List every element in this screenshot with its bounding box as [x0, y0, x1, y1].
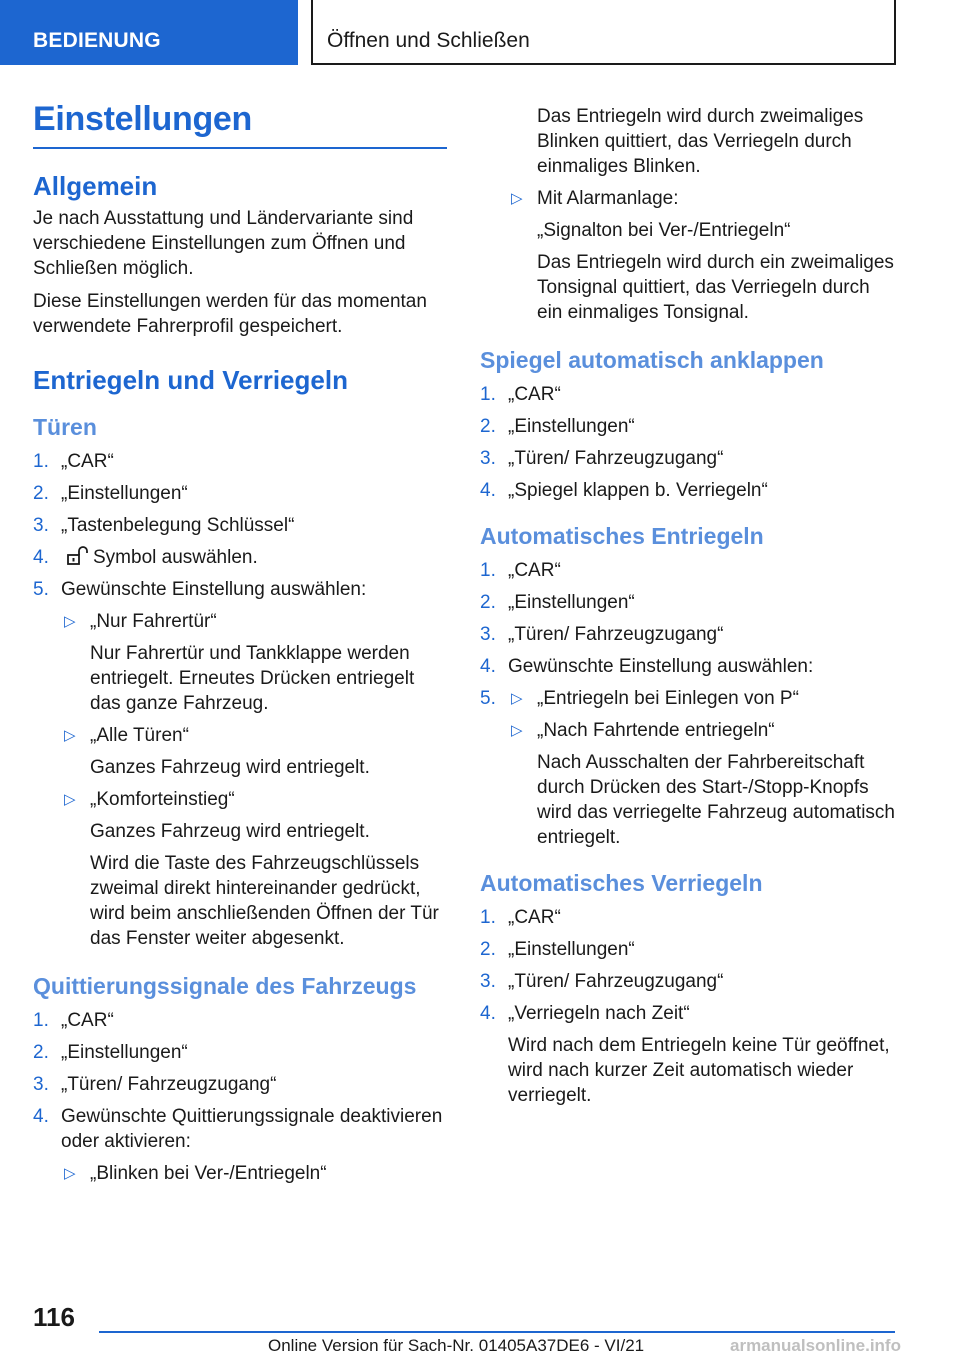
footer-text: Online Version für Sach-Nr. 01405A37DE6 - VI/21 [268, 1336, 645, 1355]
list-item [480, 1001, 900, 1026]
heading-auto-verriegeln: Automatisches Verriegeln [480, 870, 763, 896]
step-number: 3. [33, 515, 49, 536]
list-item [480, 558, 900, 583]
step-number: 4. [480, 480, 496, 501]
heading-spiegel: Spiegel automatisch anklappen [480, 347, 824, 373]
page-number: 116 [33, 1302, 75, 1332]
option-item [480, 718, 900, 743]
list-item [33, 481, 447, 506]
option-label: „Alle Türen“ [90, 725, 189, 746]
triangle-bullet-icon: ▷ [511, 190, 523, 207]
list-item [33, 577, 447, 602]
step-number: 4. [33, 1106, 49, 1127]
steps-auto-entriegeln [480, 558, 900, 711]
option-description: Ganzes Fahrzeug wird entriegelt. [90, 821, 370, 842]
list-item [480, 478, 900, 503]
step-number: 4. [480, 656, 496, 677]
step-text: „Türen/ Fahrzeugzugang“ [508, 971, 724, 992]
heading-allgemein: Allgemein [33, 171, 158, 201]
list-item [33, 1008, 447, 1033]
step-text: „Spiegel klappen b. Verriegeln“ [508, 480, 768, 501]
footer-divider [99, 1331, 895, 1333]
step-text: „Einstellungen“ [508, 416, 635, 437]
option-description: Das Entriegeln wird durch zweimaliges Blinken quittiert, das Verriegeln durch einmaliges Blinken. [537, 106, 864, 177]
step-text: „Türen/ Fahrzeugzugang“ [508, 624, 724, 645]
step-text: „Türen/ Fahrzeugzugang“ [61, 1074, 277, 1095]
option-label: „Blinken bei Ver-/Entriegeln“ [90, 1163, 327, 1184]
step-text: „CAR“ [61, 451, 114, 472]
steps-quittierung [33, 1008, 447, 1154]
paragraph: Je nach Ausstattung und Ländervariante sind verschiedene Einstellungen zum Öffnen und Schließen möglich. [33, 208, 414, 279]
step-text: Gewünschte Einstellung auswählen: [61, 579, 367, 600]
option-description: Das Entriegeln wird durch ein zweimaliges Tonsignal quittiert, das Verriegeln durch ein einmaliges Tonsignal. [537, 252, 894, 323]
step-text: „Tastenbelegung Schlüssel“ [61, 515, 295, 536]
step-number: 1. [480, 907, 496, 928]
option-label: „Nur Fahrertür“ [90, 611, 217, 632]
step-number: 2. [33, 483, 49, 504]
step-text: „CAR“ [508, 560, 561, 581]
step-number: 3. [33, 1074, 49, 1095]
left-column [33, 100, 447, 1193]
step-text: „CAR“ [61, 1010, 114, 1031]
option-item [33, 1161, 447, 1186]
option-description: Ganzes Fahrzeug wird entriegelt. [90, 757, 370, 778]
list-item [480, 937, 900, 962]
option-label: „Nach Fahrtende entriegeln“ [537, 720, 775, 741]
option-description: Nur Fahrertür und Tankklappe werden entriegelt. Erneutes Drücken entriegelt das ganze Fahrzeug. [90, 643, 415, 714]
option-label: „Entriegeln bei Einlegen von P“ [537, 688, 799, 709]
step-text: „Türen/ Fahrzeugzugang“ [508, 448, 724, 469]
option-description: Wird die Taste des Fahrzeugschlüssels zweimal direkt hintereinander gedrückt, wird beim anschließenden Öffnen der Tür das Fenster weiter abgesenkt. [90, 853, 439, 949]
step-number: 3. [480, 448, 496, 469]
step-number: 2. [33, 1042, 49, 1063]
list-item [480, 622, 900, 647]
list-item [33, 1072, 447, 1097]
step-text: „Verriegeln nach Zeit“ [508, 1003, 690, 1024]
right-column [480, 104, 900, 1115]
step-number: 5. [33, 579, 49, 600]
step-number: 2. [480, 939, 496, 960]
step-text: „Einstellungen“ [61, 1042, 188, 1063]
option-item [33, 787, 447, 812]
list-item [480, 654, 900, 679]
step-number: 4. [480, 1003, 496, 1024]
option-label: „Komforteinstieg“ [90, 789, 235, 810]
steps-auto-verriegeln [480, 905, 900, 1026]
list-item [33, 513, 447, 538]
chapter-title: Öffnen und Schließen [311, 0, 896, 65]
step-number: 3. [480, 971, 496, 992]
list-item [480, 414, 900, 439]
section-tab: BEDIENUNG [0, 0, 298, 65]
triangle-bullet-icon: ▷ [64, 1165, 76, 1182]
watermark: armanualsonline.info [730, 1336, 901, 1355]
steps-tueren [33, 449, 447, 602]
triangle-bullet-icon: ▷ [511, 690, 523, 707]
list-item [480, 446, 900, 471]
option-item [480, 186, 900, 211]
step-text: „Einstellungen“ [508, 592, 635, 613]
list-item [480, 590, 900, 615]
list-item [480, 382, 900, 407]
step-number: 2. [480, 416, 496, 437]
steps-spiegel [480, 382, 900, 503]
list-item [33, 545, 447, 570]
step-text: „CAR“ [508, 384, 561, 405]
step-number: 1. [33, 451, 49, 472]
triangle-bullet-icon: ▷ [64, 791, 76, 808]
option-description: Nach Ausschalten der Fahrbereitschaft durch Drücken des Start-/Stopp-Knopfs wird das verriegelte Fahrzeug automatisch entriegelt. [537, 752, 896, 848]
heading-tueren: Türen [33, 414, 97, 440]
step-text: Symbol auswählen. [93, 547, 258, 568]
step-description: Wird nach dem Entriegeln keine Tür geöffnet, wird nach kurzer Zeit automatisch wieder verriegelt. [508, 1035, 890, 1106]
step-number: 4. [33, 547, 49, 568]
option-description: „Signalton bei Ver-/Entriegeln“ [537, 220, 791, 241]
step-text: Gewünschte Quittierungssignale deaktivieren oder aktivieren: [61, 1106, 443, 1152]
unlock-icon [67, 546, 89, 566]
page-title: Einstellungen [33, 100, 447, 149]
list-item [33, 449, 447, 474]
step-number: 1. [480, 384, 496, 405]
step-number: 2. [480, 592, 496, 613]
step-text: „CAR“ [508, 907, 561, 928]
step-text: „Einstellungen“ [61, 483, 188, 504]
heading-entriegeln: Entriegeln und Verriegeln [33, 365, 348, 395]
list-item [33, 1104, 447, 1154]
list-item [33, 1040, 447, 1065]
heading-auto-entriegeln: Automatisches Entriegeln [480, 523, 764, 549]
step-number: 1. [480, 560, 496, 581]
step-number: 1. [33, 1010, 49, 1031]
triangle-bullet-icon: ▷ [64, 727, 76, 744]
step-number: 5. [480, 688, 496, 709]
option-label: Mit Alarmanlage: [537, 188, 679, 209]
heading-quittierung: Quittierungssignale des Fahrzeugs [33, 973, 417, 999]
list-item [480, 905, 900, 930]
triangle-bullet-icon: ▷ [511, 722, 523, 739]
list-item [480, 969, 900, 994]
step-number: 3. [480, 624, 496, 645]
option-item [33, 723, 447, 748]
paragraph: Diese Einstellungen werden für das momentan verwendete Fahrerprofil gespeichert. [33, 291, 427, 337]
option-item [33, 609, 447, 634]
triangle-bullet-icon: ▷ [64, 613, 76, 630]
step-text: Gewünschte Einstellung auswählen: [508, 656, 814, 677]
list-item [480, 686, 900, 711]
step-text: „Einstellungen“ [508, 939, 635, 960]
